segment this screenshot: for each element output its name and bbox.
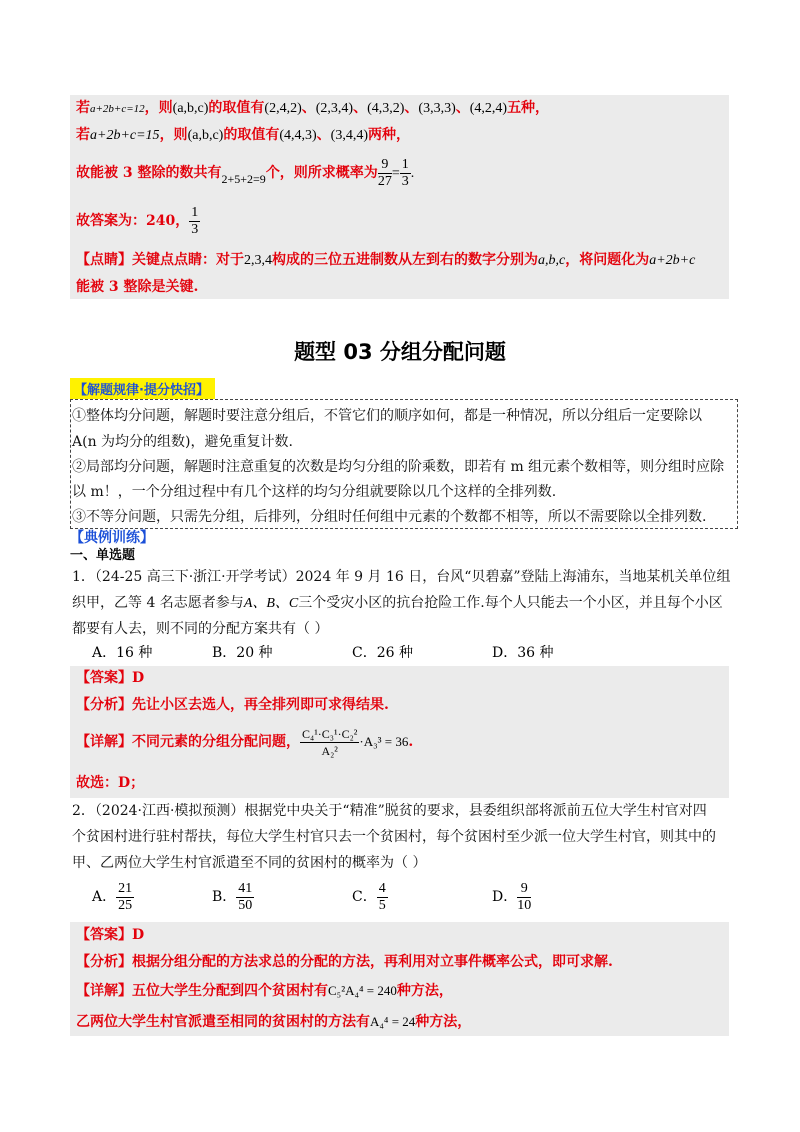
solution-line-1: 若a+2b+c=12，则(a,b,c)的取值有(2,4,2)、(2,3,4)、(4,3,2)、(3,3,3)、(4,2,4)五种，: [76, 100, 550, 116]
solution-line-4: 故答案为：240， $\frac{1}{3}$: [76, 204, 199, 237]
tip-2b: 以 m！，一个分组过程中有几个这样的均匀分组就要除以几个这样的全排列数.: [72, 484, 557, 500]
q1-option-d: D．36 种: [492, 645, 554, 661]
example-tag: 【典例训练】: [70, 530, 154, 546]
key-point-line: 【点睛】关键点点睛：对于2,3,4构成的三位五进制数从左到右的数字分别为a,b,c，将问题化为a+2b+c: [76, 252, 696, 268]
tip-1a: ①整体均分问题，解题时要注意分组后，不管它们的顺序如何，都是一种情况，所以分组后一定要除以: [72, 408, 702, 424]
q1-analysis: 【分析】先让小区去选人，再全排列即可求得结果.: [76, 697, 389, 713]
q1-option-a: A．16 种: [92, 645, 153, 661]
tips-tag: 【解题规律·提分快招】: [70, 378, 215, 399]
q1-line-3: 都要有人去，则不同的分配方案共有（ ）: [72, 621, 329, 637]
q1-final: 故选：D；: [76, 775, 145, 791]
page-title: 题型 03 分组分配问题: [294, 340, 506, 364]
q2-answer: 【答案】D: [76, 927, 145, 943]
section-heading: 一、单选题: [70, 548, 136, 563]
q2-line-1: 2．（2024·江西·模拟预测）根据党中央关于“精准”脱贫的要求，县委组织部将派前五位大学生村官对四: [72, 803, 707, 819]
probability-fraction: $\frac{9}{27}$: [377, 156, 392, 189]
solution-line-2: 若a+2b+c=15，则(a,b,c)的取值有(4,4,3)、(3,4,4)两种，: [76, 127, 410, 143]
q2-analysis: 【分析】根据分组分配的方法求总的分配的方法，再利用对立事件概率公式，即可求解.: [76, 954, 613, 970]
q2-option-a: A． $\frac{21}{25}$: [92, 880, 133, 913]
q1-formula: $\frac{\text{C₄¹·C₃¹·C₂²}}{\text{A₂²}}$: [302, 726, 358, 758]
q2-line-2: 个贫困村进行驻村帮扶，每位大学生村官只去一个贫困村，每个贫困村至少派一位大学生村官，则其中的: [72, 829, 716, 845]
q1-option-b: B．20 种: [212, 645, 273, 661]
tip-3: ③不等分问题，只需先分组，后排列，分组时任何组中元素的个数都不相等，所以不需要除以全排列数.: [72, 509, 707, 525]
q1-detail: 【详解】不同元素的分组分配问题， $\frac{\text{C₄¹·C₃¹·C₂²}}{\text{A₂²}}$ ·A₃³ = 36.: [76, 726, 414, 758]
q2-detail-2: 乙两位大学生村官派遣至相同的贫困村的方法有A₄⁴ = 24种方法，: [76, 1014, 472, 1030]
tip-1b: A(n 为均分的组数)，避免重复计数.: [72, 434, 293, 450]
q1-line-1: 1．（24-25 高三下·浙江·开学考试）2024 年 9 月 16 日，台风“贝碧嘉”登陆上海浦东，当地某机关单位组: [72, 569, 731, 585]
q2-option-d: D． $\frac{9}{10}$: [492, 880, 532, 913]
solution-line-3: 故能被 3 整除的数共有2+5+2=9个，则所求概率为 $\frac{9}{27}$ = $\frac{1}{3}$ .: [76, 156, 415, 189]
q2-option-c: C． $\frac{4}{5}$: [352, 880, 386, 913]
q1-answer: 【答案】D: [76, 670, 145, 686]
q2-option-b: B． $\frac{41}{50}$: [212, 880, 253, 913]
q2-line-3: 甲、乙两位大学生村官派遣至不同的贫困村的概率为（ ）: [72, 855, 427, 871]
tip-2a: ②局部均分问题，解题时注意重复的次数是均匀分组的阶乘数，即若有 m 组元素个数相等，则分组时应除: [72, 459, 725, 475]
q1-line-2: 织甲，乙等 4 名志愿者参与A、B、C三个受灾小区的抗台抢险工作.每个人只能去一个小区，并且每个小区: [72, 595, 723, 611]
q2-detail: 【详解】五位大学生分配到四个贫困村有C₅²A₄⁴ = 240种方法，: [76, 983, 453, 999]
q1-option-c: C．26 种: [352, 645, 413, 661]
key-point-line-2: 能被 3 整除是关键.: [76, 279, 199, 295]
